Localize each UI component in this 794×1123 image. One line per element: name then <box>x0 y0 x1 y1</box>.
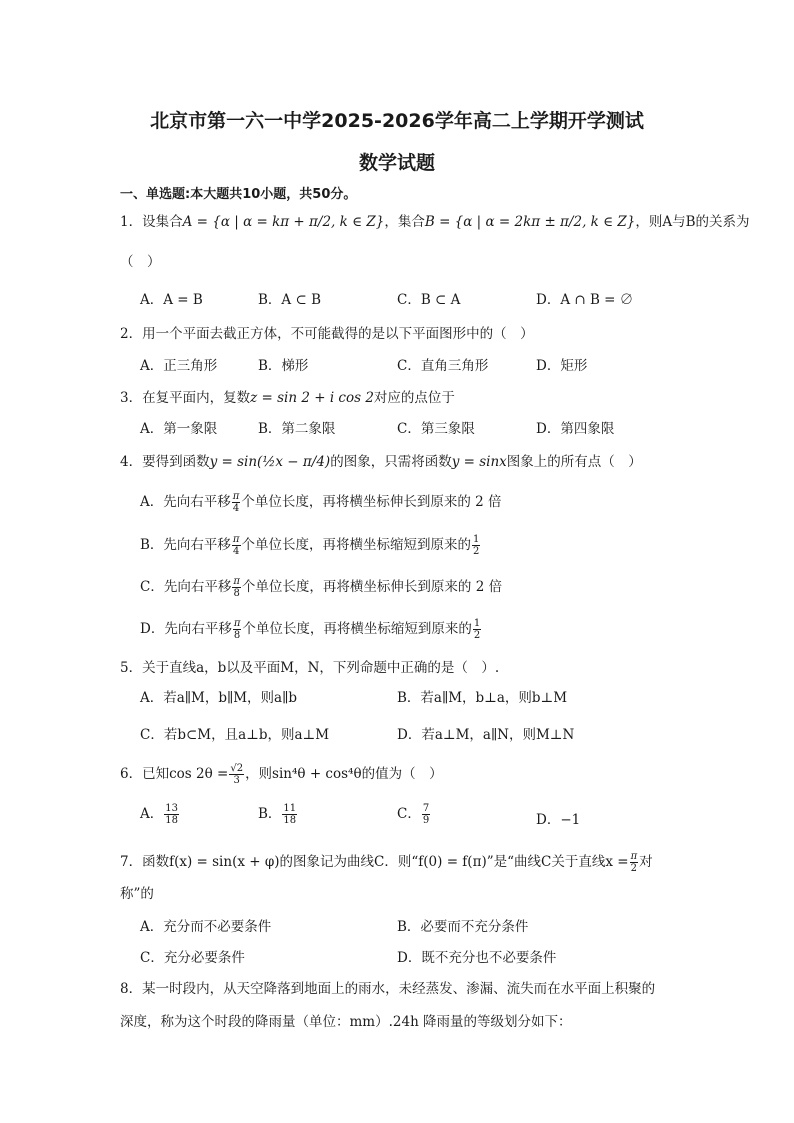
complex-expression: z = sin 2 + i cos 2 <box>250 390 374 406</box>
source-function: y = sinx <box>451 454 507 470</box>
question-4-option-b: B．先向右平移 $\frac{\pi}{4}$ 个单位长度，再将横坐标缩短到原来的 $\frac{1}{2}$ <box>140 534 480 557</box>
question-1-option-c: C．B ⊂ A <box>397 292 461 308</box>
scale-fraction: $\frac{1}{2}$ <box>473 618 481 641</box>
question-1-option-a: A．A = B <box>140 292 203 308</box>
question-6-option-b: B． $\frac{11}{18}$ <box>258 803 297 826</box>
question-2-stem: 2．用一个平面去截正方体，不可能截得的是以下平面图形中的（ ） <box>120 326 534 342</box>
exam-subtitle: 数学试题 <box>358 152 435 174</box>
question-3-option-b: B．第二象限 <box>258 421 336 437</box>
question-7-option-c: C．充分必要条件 <box>140 950 245 966</box>
section-heading: 一、单选题:本大题共10小题，共50分。 <box>120 187 357 202</box>
question-8-line-1: 8．某一时段内，从天空降落到地面上的雨水，未经蒸发、渗漏、流失而在水平面上积聚的 <box>120 981 656 997</box>
scale-fraction: $\frac{1}{2}$ <box>473 534 480 557</box>
shift-fraction: $\frac{\pi}{8}$ <box>233 618 241 641</box>
question-7-stem-cont: 称”的 <box>120 886 154 902</box>
question-5-option-b: B．若a∥M，b⊥a，则b⊥M <box>397 690 568 706</box>
exam-title: 北京市第一六一中学2025-2026学年高二上学期开学测试 <box>150 110 644 132</box>
question-7-option-a: A．充分而不必要条件 <box>140 919 272 935</box>
question-1-paren: （ ） <box>120 254 161 270</box>
question-6-option-d: D．−1 <box>536 812 581 828</box>
question-2-option-b: B．梯形 <box>258 358 309 374</box>
question-1-option-d: D．A ∩ B = ∅ <box>536 292 634 308</box>
question-4-option-a: A．先向右平移 $\frac{\pi}{4}$ 个单位长度，再将横坐标伸长到原来的 2 倍 <box>140 491 502 514</box>
shift-fraction: $\frac{\pi}{4}$ <box>232 534 240 557</box>
target-function: y = sin(½x − π/4) <box>209 454 331 470</box>
question-7-option-d: D．既不充分也不必要条件 <box>397 950 557 966</box>
question-2-option-a: A．正三角形 <box>140 358 218 374</box>
question-7-option-b: B．必要而不充分条件 <box>397 919 529 935</box>
set-b-expression: B = {α | α = 2kπ ± π/2, k ∈ Z} <box>424 214 636 230</box>
question-4-option-c: C．先向右平移 $\frac{\pi}{8}$ 个单位长度，再将横坐标伸长到原来的 2 倍 <box>140 576 503 599</box>
question-2-option-c: C．直角三角形 <box>397 358 489 374</box>
question-3-option-d: D．第四象限 <box>536 421 615 437</box>
question-1-option-b: B．A ⊂ B <box>258 292 321 308</box>
option-fraction: $\frac{13}{18}$ <box>165 803 178 826</box>
question-5-option-d: D．若a⊥M，a∥N，则M⊥N <box>397 727 575 743</box>
question-4-option-d: D．先向右平移 $\frac{\pi}{8}$ 个单位长度，再将横坐标缩短到原来的 $\frac{1}{2}$ <box>140 618 481 641</box>
question-3-stem: 3．在复平面内，复数z = sin 2 + i cos 2对应的点位于 <box>120 390 455 406</box>
question-5-option-c: C．若b⊂M，且a⊥b，则a⊥M <box>140 727 330 743</box>
question-6-option-c: C． $\frac{7}{9}$ <box>397 803 430 826</box>
shift-fraction: $\frac{\pi}{4}$ <box>232 491 240 514</box>
option-fraction: $\frac{7}{9}$ <box>422 803 430 826</box>
set-a-expression: A = {α | α = kπ + π/2, k ∈ Z} <box>182 214 385 230</box>
question-1-stem: 1．设集合A = {α | α = kπ + π/2, k ∈ Z}，集合B = {α | α = 2kπ ± π/2, k ∈ Z}，则A与B的关系为 <box>120 214 750 230</box>
question-8-line-2: 深度，称为这个时段的降雨量（单位：mm）.24h 降雨量的等级划分如下： <box>120 1014 572 1030</box>
question-3-option-c: C．第三象限 <box>397 421 475 437</box>
question-6-stem: 6．已知cos 2θ = $\frac{√2}{3}$ ，则sin⁴θ + cos⁴θ的值为（ ） <box>120 763 443 786</box>
question-7-stem: 7．函数f(x) = sin(x + φ)的图象记为曲线C．则“f(0) = f(π)”是“曲线C关于直线x = $\frac{\pi}{2}$ 对 <box>120 851 653 874</box>
question-5-stem: 5．关于直线a，b以及平面M，N，下列命题中正确的是（ ）. <box>120 660 500 676</box>
option-fraction: $\frac{11}{18}$ <box>283 803 297 826</box>
question-6-option-a: A． $\frac{13}{18}$ <box>140 803 178 826</box>
question-4-stem: 4．要得到函数y = sin(½x − π/4)的图象，只需将函数y = sinx图象上的所有点（ ） <box>120 454 642 470</box>
shift-fraction: $\frac{\pi}{8}$ <box>233 576 240 599</box>
given-value-fraction: $\frac{√2}{3}$ <box>230 763 244 786</box>
line-fraction: $\frac{\pi}{2}$ <box>630 851 638 874</box>
question-5-option-a: A．若a∥M，b∥M，则a∥b <box>140 690 297 706</box>
question-3-option-a: A．第一象限 <box>140 421 218 437</box>
question-2-option-d: D．矩形 <box>536 358 588 374</box>
